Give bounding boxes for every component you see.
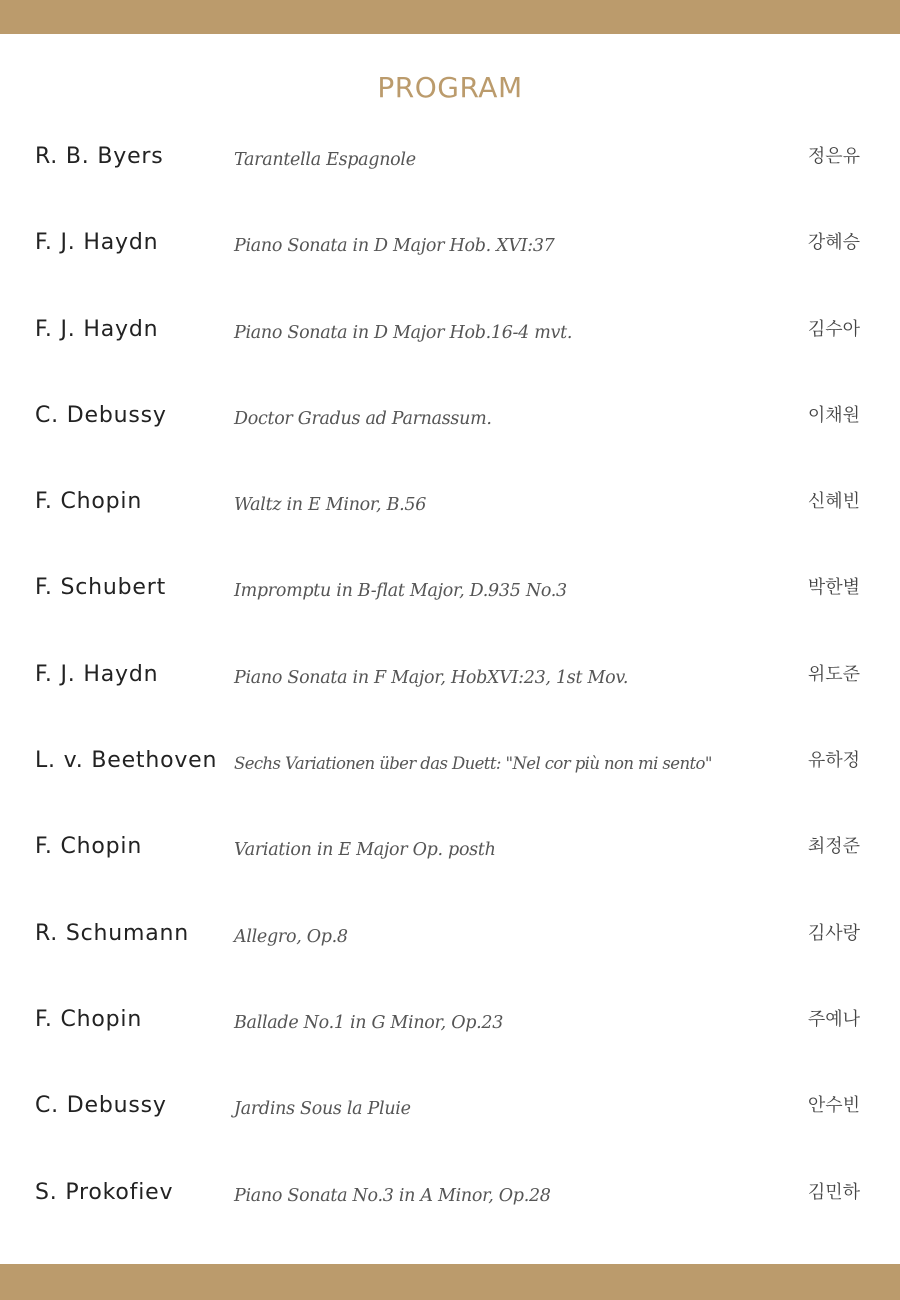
performer-name: 김민하 <box>807 1181 860 1203</box>
performer-name: 안수빈 <box>807 1095 860 1117</box>
composer-name: F. Schubert <box>35 575 167 601</box>
piece-title: Piano Sonata No.3 in A Minor, Op.28 <box>234 1185 551 1206</box>
program-row <box>0 977 900 1063</box>
composer-name: F. J. Haydn <box>35 316 159 342</box>
composer-name: R. Schumann <box>35 920 190 946</box>
performer-name: 유하정 <box>807 750 860 772</box>
performer-name: 김수아 <box>807 318 860 340</box>
program-row <box>0 1150 900 1236</box>
composer-name: F. Chopin <box>35 1006 143 1032</box>
performer-name: 박한별 <box>807 577 860 599</box>
program-row <box>0 804 900 890</box>
program-row <box>0 200 900 286</box>
performer-name: 정은유 <box>807 146 860 167</box>
composer-name: F. J. Haydn <box>35 661 159 687</box>
piece-title: Sechs Variationen über das Duett: "Nel cor più non mi sento" <box>234 754 712 774</box>
composer-name: L. v. Beethoven <box>35 748 218 774</box>
performer-name: 김사랑 <box>807 922 860 944</box>
top-decorative-band <box>0 0 900 34</box>
piece-title: Variation in E Major Op. posth <box>234 840 496 861</box>
piece-title: Jardins Sous la Pluie <box>234 1099 411 1120</box>
performer-name: 위도준 <box>807 663 860 685</box>
performer-name: 이채원 <box>807 404 860 426</box>
composer-name: C. Debussy <box>35 402 167 428</box>
composer-name: F. Chopin <box>35 834 143 860</box>
piece-title: Piano Sonata in F Major, HobXVI:23, 1st Mov. <box>234 667 629 688</box>
program-row <box>0 114 900 200</box>
program-row <box>0 287 900 373</box>
composer-name: C. Debussy <box>35 1093 167 1119</box>
program-row <box>0 373 900 459</box>
piece-title: Allegro, Op.8 <box>234 926 348 947</box>
piece-title: Tarantella Espagnole <box>234 150 416 170</box>
piece-title: Ballade No.1 in G Minor, Op.23 <box>234 1012 504 1033</box>
piece-title: Waltz in E Minor, B.56 <box>234 495 427 516</box>
piece-title: Piano Sonata in D Major Hob. XVI:37 <box>234 236 555 257</box>
composer-name: F. Chopin <box>35 489 143 515</box>
program-row <box>0 891 900 977</box>
piece-title: Impromptu in B-flat Major, D.935 No.3 <box>234 581 567 602</box>
performer-name: 주예나 <box>807 1008 860 1030</box>
performer-name: 최정준 <box>807 836 860 858</box>
performer-name: 강혜승 <box>807 232 860 254</box>
bottom-decorative-band <box>0 1264 900 1300</box>
program-row <box>0 459 900 545</box>
program-row <box>0 1063 900 1149</box>
program-row <box>0 632 900 718</box>
piece-title: Piano Sonata in D Major Hob.16-4 mvt. <box>234 322 573 343</box>
performer-name: 신혜빈 <box>807 491 860 513</box>
composer-name: S. Prokofiev <box>35 1179 174 1205</box>
composer-name: F. J. Haydn <box>35 230 159 256</box>
program-row <box>0 545 900 631</box>
program-row <box>0 718 900 804</box>
composer-name: R. B. Byers <box>35 144 164 169</box>
piece-title: Doctor Gradus ad Parnassum. <box>234 408 492 429</box>
program-list <box>0 114 900 1236</box>
page-title: PROGRAM <box>377 71 523 104</box>
